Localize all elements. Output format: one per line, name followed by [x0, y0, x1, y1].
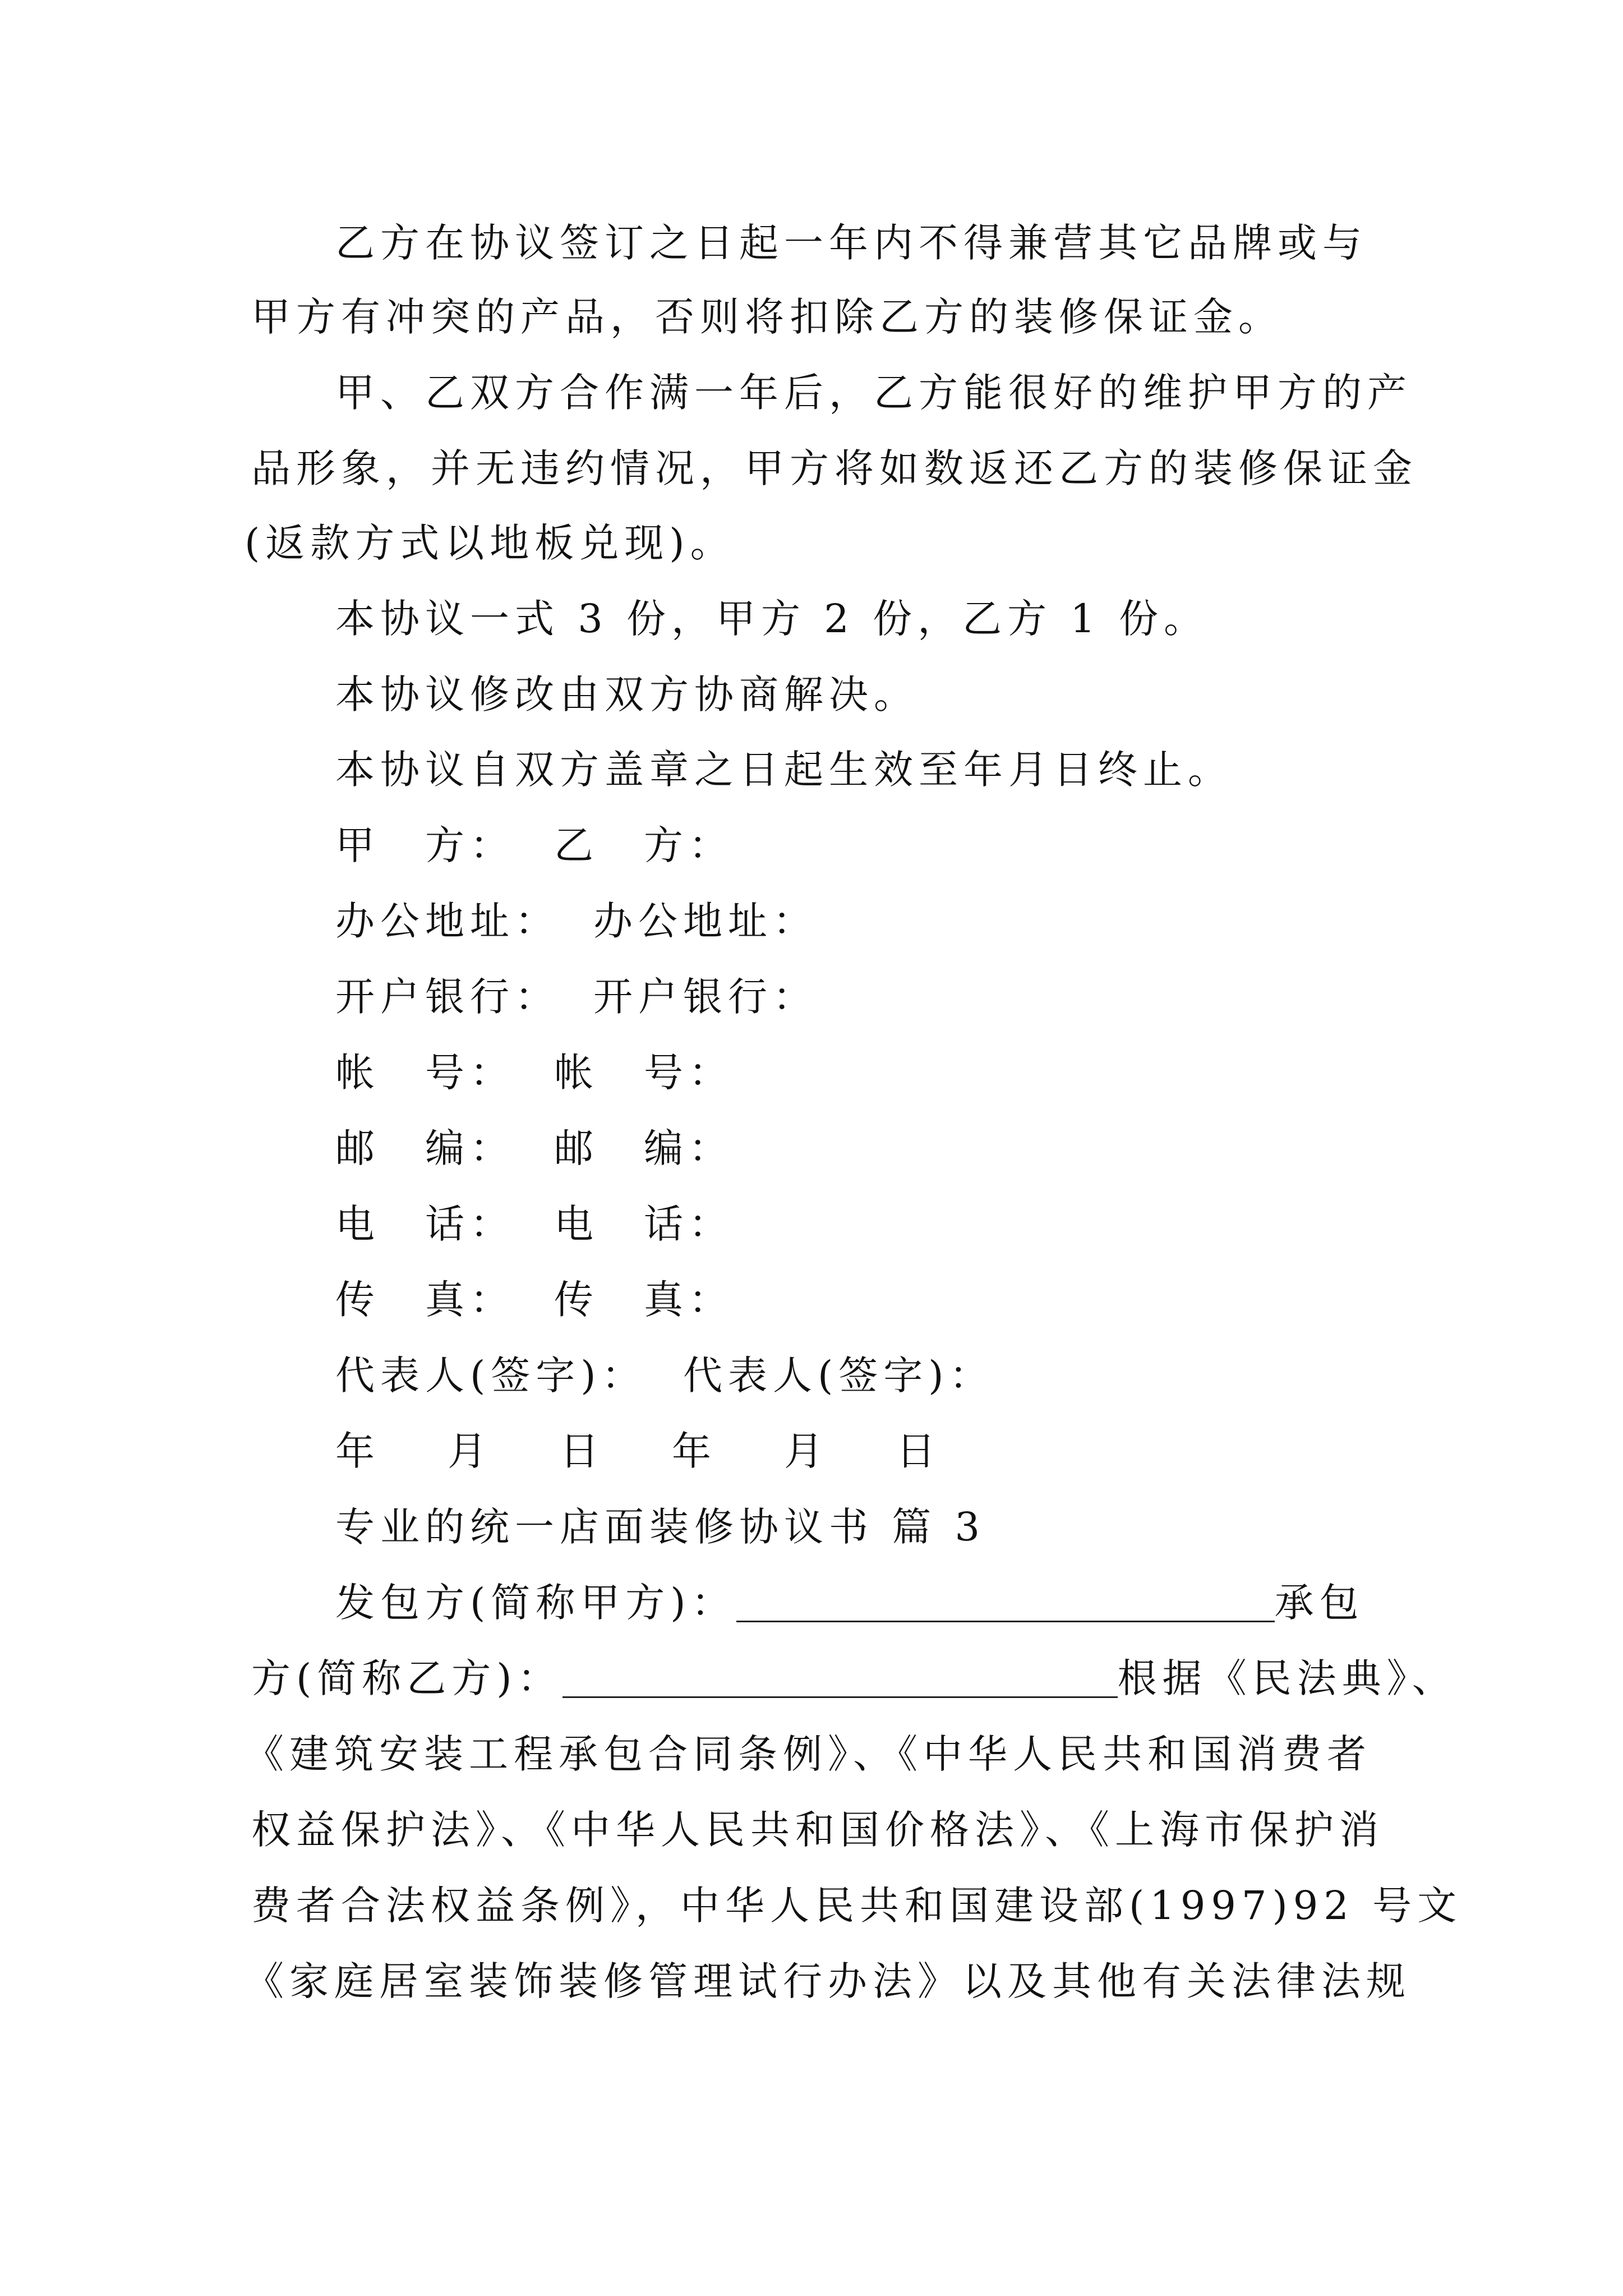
party-b-bank-label: 开户银行：	[593, 974, 818, 1020]
signature-row-bank	[335, 974, 818, 1020]
contract-line: 费者合法权益条例》，中华人民共和国建设部(1997)92 号文	[251, 1883, 1463, 1929]
paragraph-line: 本协议自双方盖章之日起生效至年月日终止。	[335, 747, 1233, 793]
paragraph-line: 本协议修改由双方协商解决。	[335, 671, 919, 717]
paragraph-line: 甲、乙双方合作满一年后，乙方能很好的维护甲方的产	[335, 370, 1412, 416]
contract-line: 《家庭居室装饰装修管理试行办法》以及其他有关法律法规	[245, 1958, 1411, 2004]
date-line: 年 月 日 年 月 日	[335, 1428, 952, 1474]
party-b-account-label: 帐 号：	[554, 1050, 734, 1096]
contract-line: 权益保护法》、《中华人民共和国价格法》、《上海市保护消	[251, 1807, 1384, 1853]
party-b-postcode-label: 邮 编：	[554, 1125, 734, 1171]
paragraph-line: 本协议一式 3 份，甲方 2 份，乙方 1 份。	[335, 596, 1209, 642]
signature-row-party	[335, 822, 734, 868]
signature-row-representative	[335, 1352, 994, 1398]
paragraph-line: 品形象，并无违约情况，甲方将如数返还乙方的装修保证金	[251, 445, 1418, 491]
contractor-name-blank	[562, 1662, 1118, 1698]
signature-row-phone	[335, 1201, 734, 1247]
party-b-label: 乙 方：	[554, 822, 734, 868]
signature-row-postcode	[335, 1125, 734, 1171]
party-b-representative-label: 代表人(签字)：	[683, 1352, 994, 1398]
contractor-label-start: 承包	[1274, 1580, 1364, 1626]
party-a-postcode-label: 邮 编：	[335, 1125, 515, 1171]
party-b-fax-label: 传 真：	[554, 1277, 734, 1323]
contract-line	[335, 1580, 1364, 1626]
party-a-bank-label: 开户银行：	[335, 974, 560, 1020]
employer-name-blank	[736, 1586, 1275, 1622]
party-a-fax-label: 传 真：	[335, 1277, 515, 1323]
signature-row-address	[335, 898, 818, 944]
contract-line	[251, 1655, 1457, 1701]
party-a-representative-label: 代表人(签字)：	[335, 1352, 647, 1398]
party-a-phone-label: 电 话：	[335, 1201, 515, 1247]
party-b-address-label: 办公地址：	[593, 898, 818, 944]
legal-basis-start: 根据《民法典》、	[1117, 1655, 1457, 1701]
employer-label: 发包方(简称甲方)：	[335, 1580, 736, 1626]
contract-line: 《建筑安装工程承包合同条例》、《中华人民共和国消费者	[245, 1731, 1372, 1777]
party-a-account-label: 帐 号：	[335, 1050, 515, 1096]
paragraph-line: 甲方有冲突的产品，否则将扣除乙方的装修保证金。	[251, 294, 1283, 340]
party-b-phone-label: 电 话：	[554, 1201, 734, 1247]
party-a-label: 甲 方：	[335, 822, 515, 868]
contractor-label-end: 方(简称乙方)：	[251, 1655, 562, 1701]
paragraph-line: (返款方式以地板兑现)。	[245, 520, 735, 566]
party-a-address-label: 办公地址：	[335, 898, 560, 944]
signature-row-account	[335, 1050, 734, 1096]
signature-row-fax	[335, 1277, 734, 1323]
section-heading: 专业的统一店面装修协议书 篇 3	[335, 1504, 986, 1550]
paragraph-line: 乙方在协议签订之日起一年内不得兼营其它品牌或与	[335, 220, 1367, 266]
